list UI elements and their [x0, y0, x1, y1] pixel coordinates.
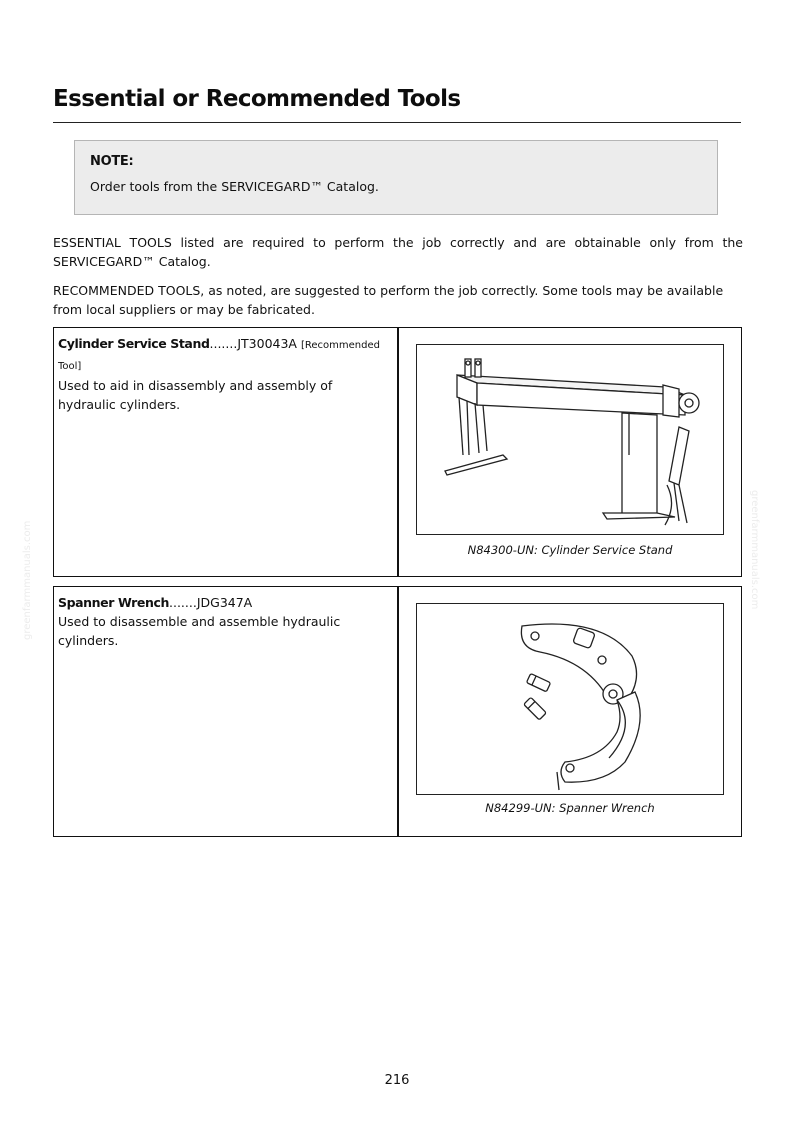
tool-name: Spanner Wrench	[58, 595, 169, 610]
watermark: greenfarmmanuals.com	[22, 520, 33, 640]
column-divider	[397, 587, 399, 836]
tool-name: Cylinder Service Stand	[58, 336, 210, 351]
illustration-frame	[416, 603, 724, 795]
column-divider	[397, 328, 399, 576]
note-text: Order tools from the SERVICEGARD™ Catalog.	[90, 179, 379, 194]
page-title: Essential or Recommended Tools	[53, 86, 461, 112]
tool-part-number: JDG347A	[196, 595, 253, 610]
note-heading: NOTE:	[90, 154, 134, 169]
tool-part-number: JT30043A	[237, 336, 297, 351]
tool-row-cylinder-service-stand	[53, 327, 742, 577]
tool-description: Used to disassemble and assemble hydraulic cylinders.	[58, 614, 341, 648]
tool-leader: .......	[209, 336, 238, 351]
watermark: greenfarmmanuals.com	[749, 490, 760, 610]
figure-caption: N84299-UN: Spanner Wrench	[485, 801, 655, 815]
figure-caption: N84300-UN: Cylinder Service Stand	[467, 543, 673, 557]
page-number: 216	[384, 1073, 410, 1088]
essential-tools-paragraph: ESSENTIAL TOOLS listed are required to perform the job correctly and are obtainable only from the SERVICEGARD™ Catalog.	[53, 235, 743, 269]
tool-description: Used to aid in disassembly and assembly of hydraulic cylinders.	[58, 378, 333, 412]
tool-qualifier: [Recommended Tool]	[58, 340, 380, 372]
tool-text	[58, 334, 383, 414]
tool-text	[58, 593, 383, 650]
tool-leader: .......	[169, 595, 197, 610]
tool-row-spanner-wrench	[53, 586, 742, 837]
spanner-wrench-illustration	[417, 604, 722, 793]
note-box	[74, 140, 718, 215]
illustration-frame	[416, 344, 724, 535]
title-rule	[53, 122, 741, 123]
recommended-tools-paragraph: RECOMMENDED TOOLS, as noted, are suggested to perform the job correctly. Some tools may be available from local suppliers or may be fabricated.	[53, 283, 724, 317]
cylinder-service-stand-illustration	[417, 345, 722, 533]
